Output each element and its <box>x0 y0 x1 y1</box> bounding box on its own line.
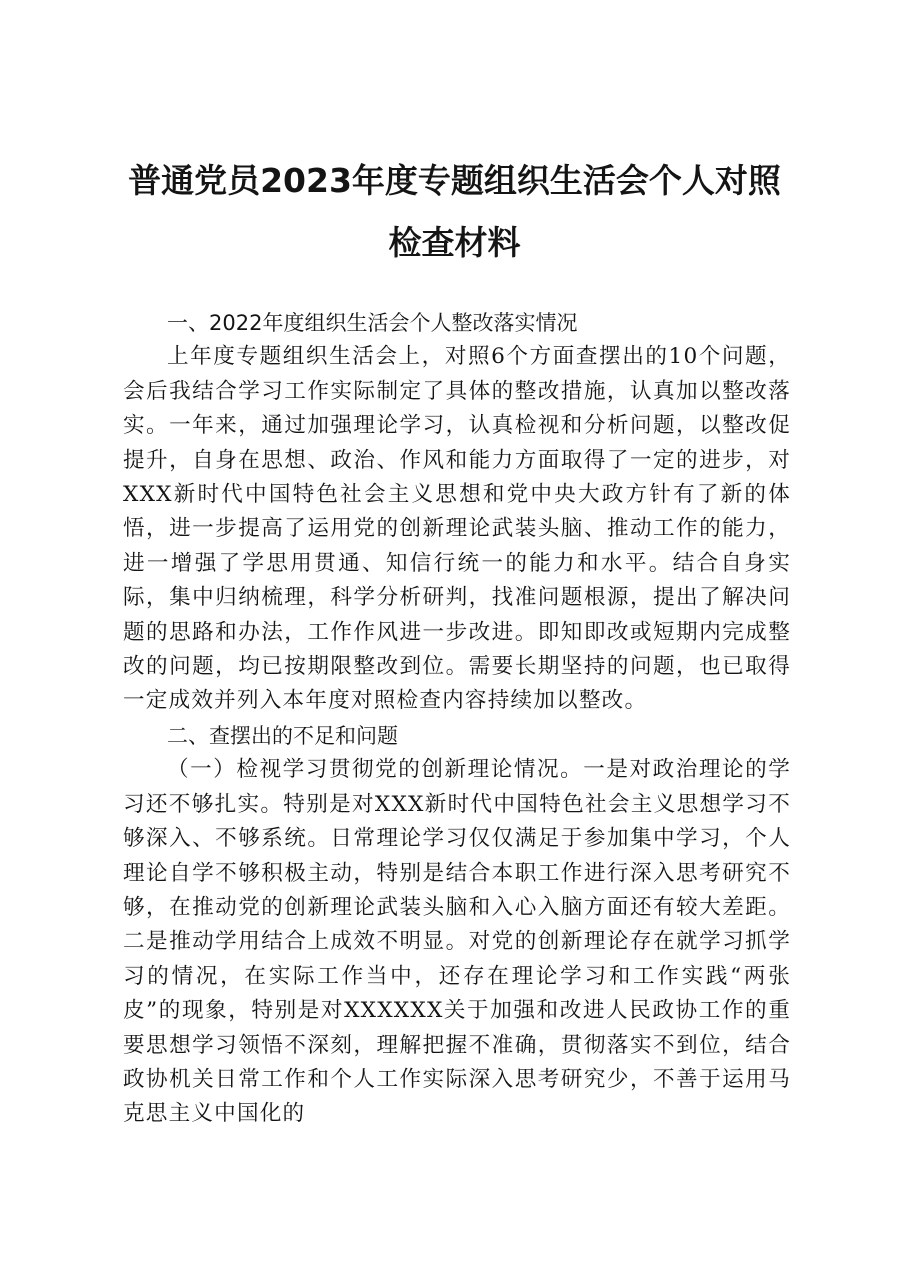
subsection-1-text: 一是对政治理论的学习还不够扎实。特别是对XXX新时代中国特色社会主义思想学习不够深入、不够系统。日常理论学习仅仅满足于参加集中学习，个人理论自学不够积极主动，特别是结合本职工作进行深入思考研究不够，在推动党的创新理论武装头脑和入心入脑方面还有较大差距。二是推动学用结合上成效不明显。对党的创新理论存在就学习抓学习的情况，在实际工作当中，还存在理论学习和工作实践“两张皮”的现象，特别是对XXXXXX关于加强和改进人民政协工作的重要思想学习领悟不深刻，理解把握不准确，贯彻落实不到位，结合政协机关日常工作和个人工作实际深入思考研究少，不善于运用马克思主义中国化的 <box>123 757 791 1127</box>
document-title <box>100 150 809 274</box>
subsection-1-lead: （一）检视学习贯彻党的创新理论情况。 <box>167 757 584 783</box>
section-1-paragraph: 上年度专题组织生活会上，对照6个方面查摆出的10个问题，会后我结合学习工作实际制定了具体的整改措施，认真加以整改落实。一年来，通过加强理论学习，认真检视和分析问题，以整改促提升，自身在思想、政治、作风和能力方面取得了一定的进步，对XXX新时代中国特色社会主义思想和党中央大政方针有了新的体悟，进一步提高了运用党的创新理论武装头脑、推动工作的能力，进一增强了学思用贯通、知信行统一的能力和水平。结合自身实际，集中归纳梳理，科学分析研判，找准问题根源，提出了解决问题的思路和办法，工作作风进一步改进。即知即改或短期内完成整改的问题，均已按期限整改到位。需要长期坚持的问题，也已取得一定成效并列入本年度对照检查内容持续加以整改。 <box>123 344 791 714</box>
section-2-paragraph <box>123 753 791 1131</box>
document-body <box>123 306 791 1132</box>
title-line-2: 检查材料 <box>388 223 521 262</box>
section-1-heading: 一、2022年度组织生活会个人整改落实情况 <box>167 311 578 335</box>
title-line-1: 普通党员2023年度专题组织生活会个人对照 <box>128 161 781 200</box>
section-2-heading: 二、查摆出的不足和问题 <box>167 723 398 748</box>
